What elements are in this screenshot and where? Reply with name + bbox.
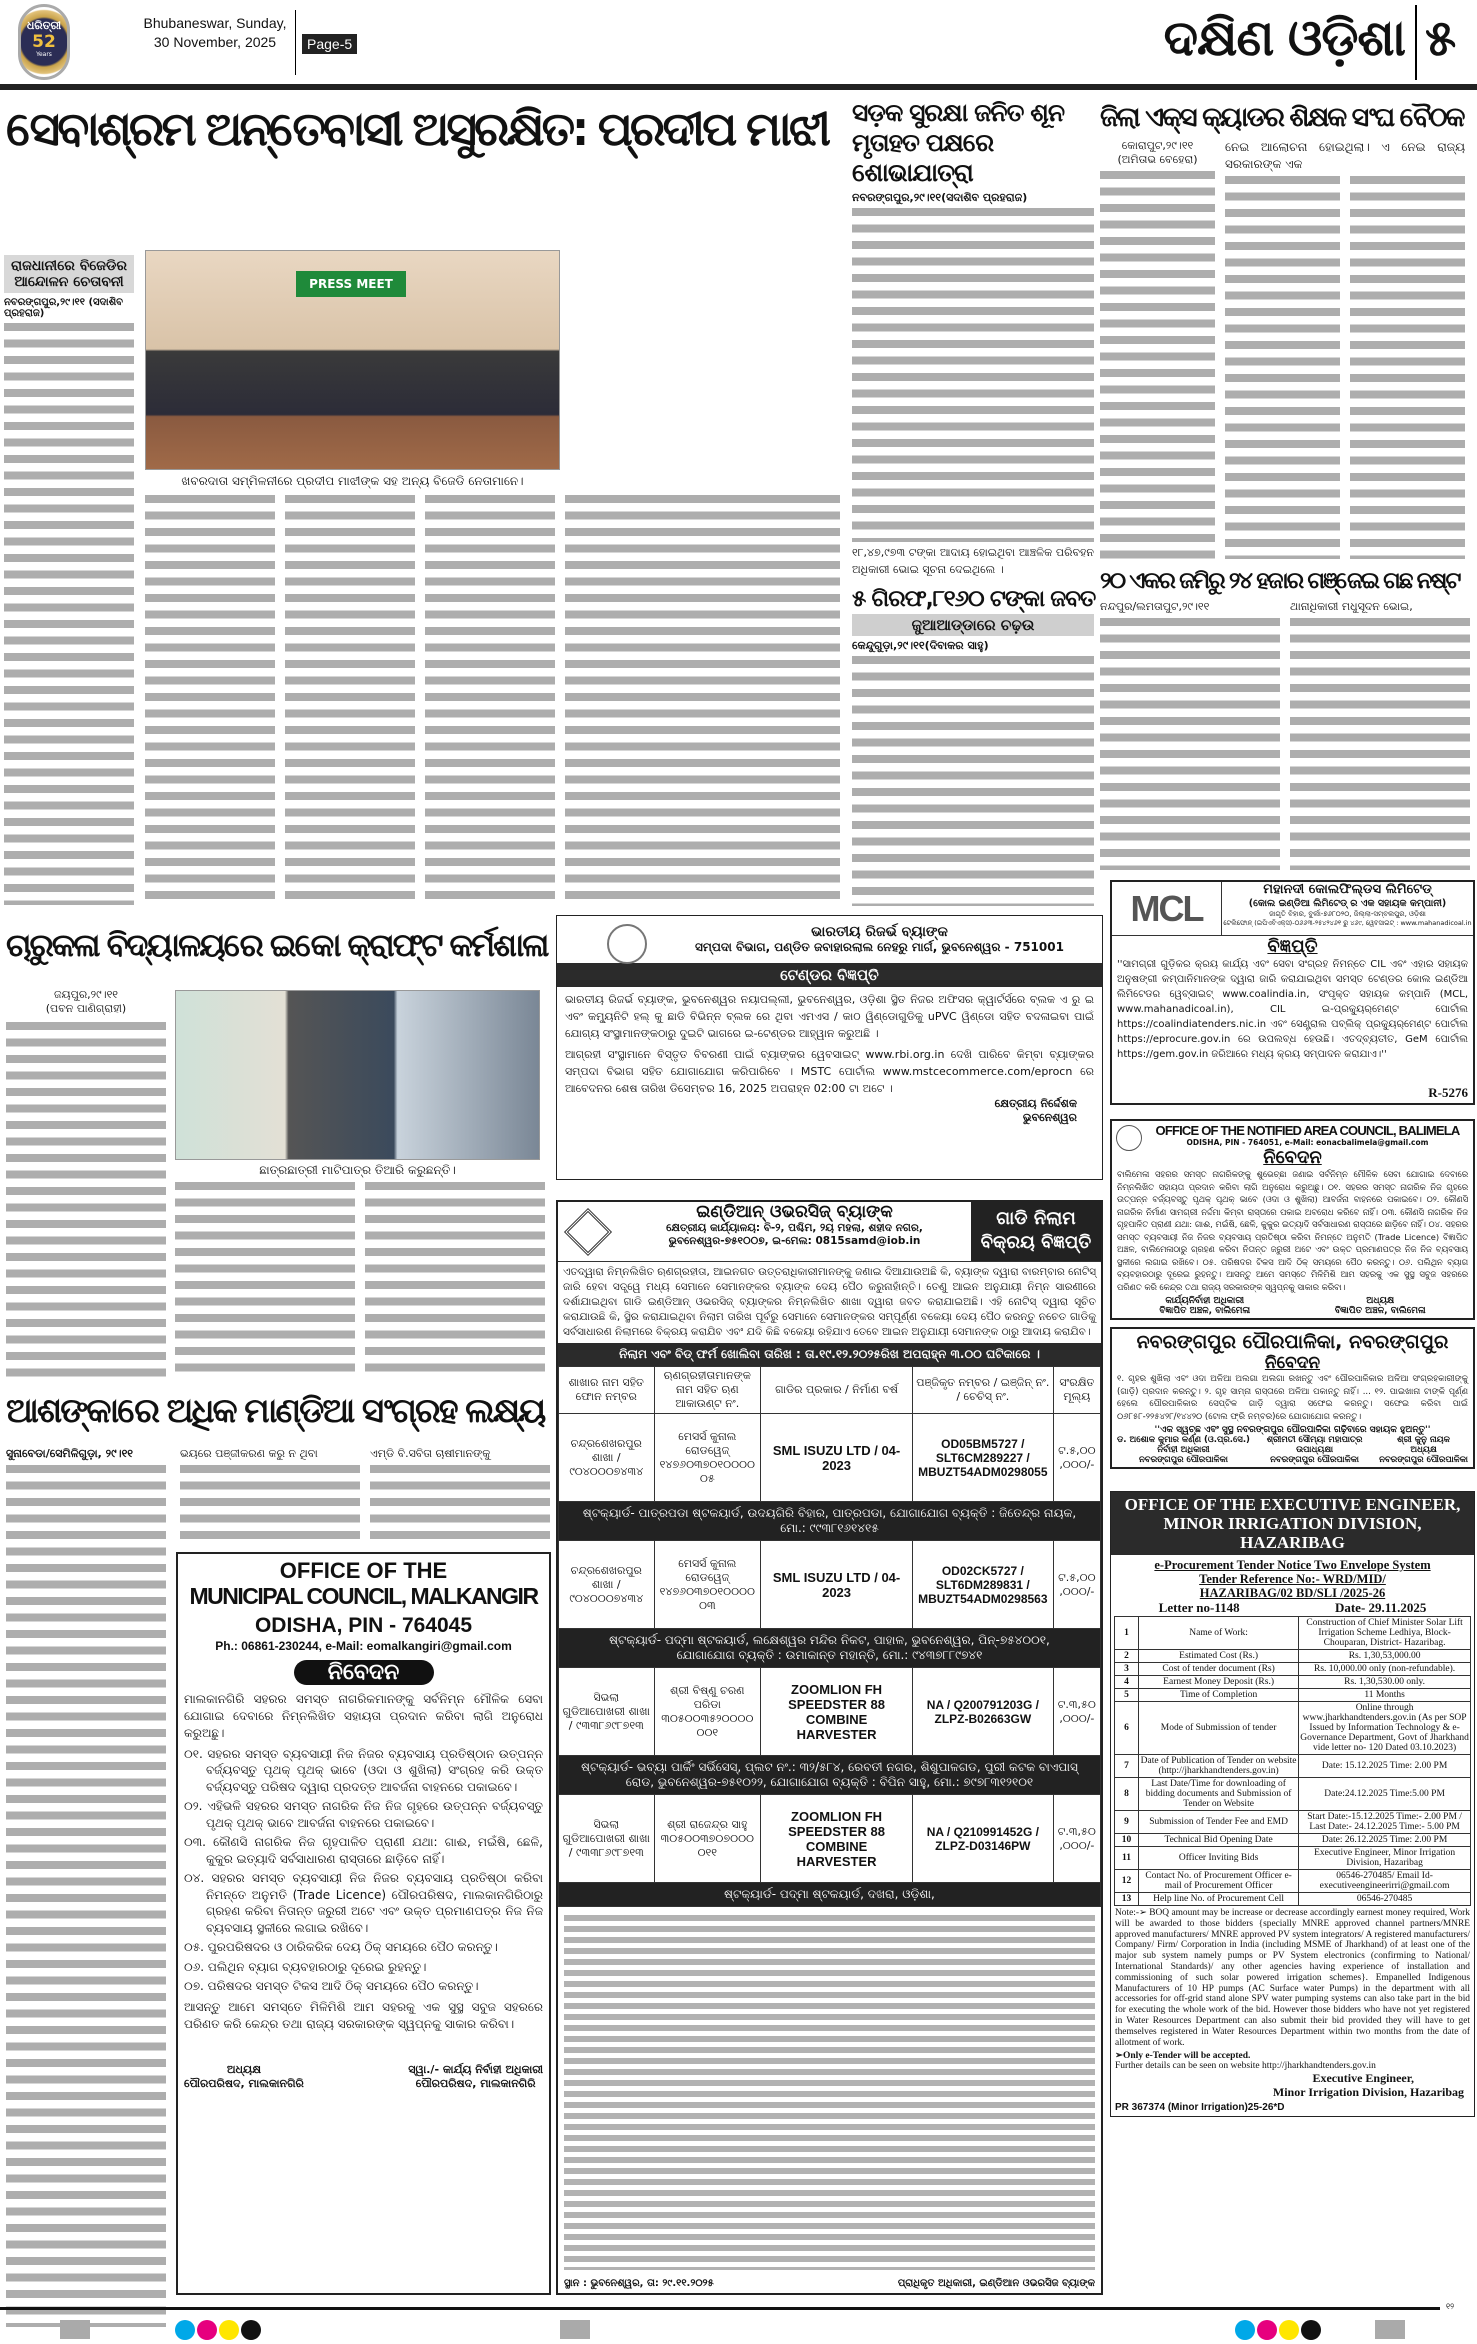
row-label: Mode of Submission of tender (1139, 1702, 1299, 1755)
registration-dot (241, 2320, 261, 2340)
lead-body-text (425, 495, 555, 906)
row-number: 11 (1115, 1847, 1139, 1870)
malkangiri-closing: ଆସନ୍ତୁ ଆମେ ସମସ୍ତେ ମିଳିମିଶି ଆମ ସହରକୁ ଏକ ସୁସ୍ଥ ସବୁଜ ସହରରେ ପରିଣତ କରି କେନ୍ଦ୍ର ତଥା ରାଜ୍ୟ ସରକାରଙ୍କ ସ୍ୱପ୍ନକୁ ସାକାର କରିବା। (184, 1999, 543, 2031)
mcl-ad: MCL ମହାନଦୀ କୋଲଫିଲ୍ଡସ ଲିମିଟେଡ୍ (କୋଲ ଇଣ୍ଡିଆ ଲିମିଟେଡ୍ ର ଏକ ସହାୟକ କମ୍ପାନୀ) ଜାଗୃତି ବିହାର, ବୁର୍ଲା-୭୬୮୦୨୦, ଜିଲ୍ଲା-ସମ୍ବଲପୁର, ଓଡ଼ିଶା ଟେଲିଫୋନ୍ (ଇପିଏବିଏକ୍ସ)-୦୬୬୩-୨୫୪୨୪୬୧ ରୁ ୪୬୯, ୱେବସାଇଟ୍ : www.mahanadicoal.in ବିଜ୍ଞପ୍ତି ''ସାମଗ୍ରୀ ଗୁଡ଼ିକର କ୍ରୟ କାର୍ଯ୍ୟ ଏବଂ ସେବା ସଂଗ୍ରହ ନିମନ୍ତେ CIL ଏବଂ ଏହାର ସହାୟକ ଅନୁଷଙ୍ଗୀ କମ୍ପାନିମାନଙ୍କ ଦ୍ୱାରା ଜାରି କରାଯାଇଥିବା ସମସ୍ତ ଟେଣ୍ଡର କୋଲ ଇଣ୍ଡିଆ ଲିମିଟେଡର ୱେବ୍‌ସାଇଟ୍ www.coalindia.in, ସଂପୃକ୍ତ ସହାୟକ କମ୍ପାନି (MCL, www.mahanadicoal.in), CIL ଇ-ପ୍ରକ୍ୟୁର୍‌ମେଣ୍ଟ ପୋର୍ଟାଲ https://coalindiatenders.nic.in ଏବଂ ସେଣ୍ଟ୍ରାଲ ପବ୍ଲିକ୍ ପ୍ରକ୍ୟୁର୍‌ମେଣ୍ଟ ପୋର୍ଟାଲ https://eprocure.gov.in ରେ ଉପଲବ୍ଧ ହେଉଛି। ଏତଦ୍‌ବ୍ୟତୀତ, GeM ପୋର୍ଟାଲ https://gem.gov.in ଜରିଆରେ ମଧ୍ୟ କ୍ରୟ ସମ୍ପାଦନ କରାଯାଏ।'' R-5276 (1110, 880, 1475, 1105)
registration-dot (175, 2320, 195, 2340)
road-safety-body-text (852, 208, 1094, 542)
newspaper-logo: ଧରିତ୍ରୀ 52 Years (18, 4, 70, 80)
registration-marks (175, 2320, 263, 2344)
eco-craft-dateline: ଜୟପୁର,୨୯।୧୧ (ପବନ ପାଣିଗ୍ରାହୀ) (45, 988, 127, 1015)
iob-address: କ୍ଷେତ୍ରୀୟ କାର୍ଯ୍ୟାଳୟ: ବି-୨, ପଶ୍ଚିମ, ୨ୟ ମହଲା, ଶହୀଦ ନଗର, (666, 1222, 923, 1234)
page-number: ୫ (1425, 9, 1456, 67)
row-label: Last Date/Time for downloading of bidding documents and Submission of Tender on Website (1139, 1778, 1299, 1811)
eco-craft-left (6, 988, 166, 1380)
road-safety-headline: ସଡ଼କ ସୁରକ୍ଷା ଜନିତ ଶୂନ ମୃତାହତ ପକ୍ଷରେ ଶୋଭାଯାତ୍ରା (852, 98, 1065, 187)
paddy-headline: ଆଶଙ୍କାରେ ଅଧିକ ମାଣ୍ଡିଆ ସଂଗ୍ରହ ଲକ୍ଷ୍ୟ (6, 1391, 545, 1431)
row-number: 13 (1115, 1893, 1139, 1906)
row-value: Date:24.12.2025 Time:5.00 PM (1299, 1778, 1471, 1811)
iob-logo-icon (558, 1202, 618, 1261)
ganja-body-text (1100, 618, 1280, 870)
table-row (559, 1414, 1101, 1502)
balimela-body: ବାଲିମେଳା ସହରର ସମସ୍ତ ନାଗରିକଙ୍କୁ ଶୁଭେଚ୍ଛା ଜଣାଇ ସର୍ବନିମ୍ନ ମୌଳିକ ସେବା ଯୋଗାଇ ଦେବାରେ ନିମ୍ନଲିଖିତ ସହାୟତା ପ୍ରଦାନ କରିବା ଲାଗି ଅନୁରୋଧ କରୁଅଛୁ। ୦୧. ସହରର ସମସ୍ତ ନାଗରିକ ନିଜ ଗୃହରେ ଉତ୍ପନ୍ନ ବର୍ଜ୍ୟବସ୍ତୁ ପୃଥକ୍ ପୃଥକ୍ ଭାବେ (ଓଦା ଓ ଶୁଖିଲା) ଆବର୍ଜନା ବାହନରେ ପକାଇବେ। ୦୨. କୌଣସି ନାଗରିକ ନିର୍ମାଣ ସାମଗ୍ରୀ ନର୍ଦ୍ଦମା କିମ୍ବା ରାସ୍ତାରେ ପକାଇ ଅବରୋଧ କରିବେ ନାହିଁ। ୦୩. କୌଣସି ନାଗରିକ ନିଜ ଗୃହପାଳିତ ପ୍ରାଣୀ ଯଥା: ଗାଈ, ମଇଁଷି, ଛେଳି, କୁକୁର ଇତ୍ୟାଦି ସର୍ବସାଧାରଣ ରାସ୍ତାରେ ଛାଡ଼ିବେ ନାହିଁ। ୦୪. ସହରର ସମସ୍ତ ବ୍ୟବସାୟୀ ନିଜ ନିଜର ବ୍ୟବସାୟ ପ୍ରତିଷ୍ଠା କରିବା ନିମନ୍ତେ ଅନୁମତି (Trade Licence) ବିଜ୍ଞାପିତ ଅଞ୍ଚଳ, ବାଲିମେଳାଠାରୁ ଗ୍ରହଣ କରିବା ନିତାନ୍ତ ଜରୁରୀ ଅଟେ ଏବଂ ଉକ୍ତ ପ୍ରମାଣପତ୍ର ନିଜ ନିଜ ବ୍ୟବସାୟ ସ୍ଥଳୀରେ ଲଗାଇ ରଖିବେ। ୦୫. ପରିଷଦର ଟିକସ ଆଦି ଠିକ୍ ସମୟରେ ପୈଠ କରନ୍ତୁ। ୦୬. ପଲିଥିନ ବ୍ୟାଗ ବ୍ୟବହାରଠାରୁ ଦୂରେଇ ରୁହନ୍ତୁ। ଆସନ୍ତୁ ଆମେ ସମସ୍ତେ ମିଳିମିଶି ଆମ ସହରକୁ ଏକ ସୁସ୍ଥ ସବୁଜ ସହରରେ ପରିଣତ କରି କେନ୍ଦ୍ର ତଥା ରାଜ୍ୟ ସରକାରଙ୍କ ସ୍ୱପ୍ନକୁ ସାକାର କରିବା। (1117, 1169, 1468, 1292)
row-value: 06546-270485/ Email Id- executiveengineerirri@gmail.com (1299, 1870, 1471, 1893)
lead-photo (145, 250, 560, 470)
row-label: Date of Publication of Tender on website (http://jharkhandtenders.gov.in) (1139, 1755, 1299, 1778)
list-item: ୦୬. ପଲିଥିନ ବ୍ୟାଗ ବ୍ୟବହାରଠାରୁ ଦୂରେଇ ରୁହନ୍ତୁ। (184, 1959, 427, 1974)
reserve-price-cell: ଟ.୫,୦୦,୦୦୦/- (1053, 1541, 1100, 1629)
iob-address: ଭୁବନେଶ୍ୱର-୭୫୧୦୦୭, ଇ-ମେଲ: 0815samd@iob.in (668, 1235, 921, 1247)
balimela-title: OFFICE OF THE NOTIFIED AREA COUNCIL, BALIMELA (1155, 1123, 1460, 1138)
lead-body-text (285, 495, 415, 906)
table-row (559, 1795, 1101, 1883)
stockyard-cell: ଷ୍ଟକ୍‌ୟାର୍ଡ- ପଦ୍ମା ଷ୍ଟକୟାର୍ଡ, ଲକ୍ଷେଶ୍ୱର ମନ୍ଦିର ନିକଟ, ପାହାଳ, ଭୁବନେଶ୍ୱର, ପିନ୍-୭୫୪୦୦୧, ଯୋଗାଯୋଗ ବ୍ୟକ୍ତି : ଉମାକାନ୍ତ ମହାନ୍ତି, ମୋ.: ୯୪୩୭୮୮୯୭୪୧ (559, 1629, 1101, 1668)
row-value: Construction of Chief Minister Solar Lift Irrigation Scheme Ledhiya, Block- Chouparan, District- Hazaribag. (1299, 1617, 1471, 1650)
iob-intro: ଏତଦ୍ୱାରା ନିମ୍ନଲିଖିତ ଋଣଗ୍ରହୀତା, ଆଇନଗତ ଉତ୍ତରାଧିକାରୀମାନଙ୍କୁ ଜଣାଇ ଦିଆଯାଉଅଛି କି, ବ୍ୟାଙ୍କ ଦ୍ୱାରା ବାରମ୍ବାର ନୋଟିସ୍ ଜାରି ହେବା ସତ୍ତ୍ୱେ ମଧ୍ୟ ସେମାନେ ସେମାନଙ୍କର ବ୍ୟାଙ୍କ ଦେୟ ପୈଠ କରୁନାହାଁନ୍ତି। ତେଣୁ ଆଇନ ଅନୁଯାୟୀ ନିମ୍ନ ସାରଣୀରେ ଦର୍ଶାଯାଇଥିବା ଗାଡି ଇଣ୍ଡିଆନ୍ ଓଭରସିଜ୍ ବ୍ୟାଙ୍କର ନିମ୍ନଲିଖିତ ଶାଖା ଦ୍ୱାରା ଜବତ କରାଯାଇଅଛି। ଏହି ନୋଟିସ୍ ଦ୍ୱାରା ସୂଚିତ କରାଯାଉଛି କି, ସ୍ଥିର କରାଯାଇଥିବା ନିଲାମ ତାରିଖ ପୂର୍ବରୁ ସେମାନେ ସେମାନଙ୍କର ସମ୍ପୂର୍ଣ୍ଣ ବକେୟା ଦେୟ ପୈଠ କରନ୍ତୁ ନଚେତ ଗାଡିକୁ ସର୍ବସାଧାରଣ ନିଲାମରେ ବିକ୍ରୟ କରାଯିବ ଏବଂ ଯଦି କିଛି ବକେୟା ରହିଯାଏ ତେବେ ଆଇନ ଅନୁଯାୟୀ ସେମାନଙ୍କ ଠାରୁ ଆଦାୟ କରାଯିବ। (563, 1266, 1096, 1338)
row-label: Name of Work: (1139, 1617, 1299, 1650)
stockyard-row (559, 1629, 1101, 1668)
row-number: 6 (1115, 1702, 1139, 1755)
eco-craft-headline: ଚାରୁକଳା ବିଦ୍ୟାଳୟରେ ଇକୋ କ୍ରାଫ୍ଟ କର୍ମଶାଳା (6, 926, 548, 964)
borrower-cell: ମେସର୍ସ କୁନାଲ ରୋଡୱେଜ୍ ୧୪୭୬୦୩୭୦୧୦୦୦୦୦୩ (654, 1541, 761, 1629)
list-item: ୦୭. ପରିଷଦର ସମସ୍ତ ଟିକସ ଆଦି ଠିକ୍ ସମୟରେ ପୈଠ କରନ୍ତୁ। (184, 1979, 479, 1994)
table-header-row (559, 1367, 1101, 1414)
list-item: ୦୨. ଏହିଭଳି ସହରର ସମସ୍ତ ନାଗରିକ ନିଜ ନିଜ ଗୃହରେ ଉତ୍ପନ୍ନ ବର୍ଜ୍ୟବସ୍ତୁ ପୃଥକ୍ ପୃଥକ୍ ଭାବେ ଆବର୍ଜନା ବାହନରେ ପକାଇବେ। (184, 1799, 543, 1830)
signatory: ଡ. ଅଶୋକ କୁମାର କର୍ଣ୍ଣ (ଓ.ପ୍ର.ସେ.) ନିର୍ବାହୀ ଅଧିକାରୀ ନବରଙ୍ଗପୁର ପୌରପାଳିକା (1117, 1435, 1250, 1465)
row-label: Estimated Cost (Rs.) (1139, 1650, 1299, 1663)
malkangiri-intro: ମାଲକାନଗିରି ସହରର ସମସ୍ତ ନାଗରିକମାନଙ୍କୁ ସର୍ବନିମ୍ନ ମୌଳିକ ସେବା ଯୋଗାଇ ଦେବାରେ ନିମ୍ନଲିଖିତ ସହାୟତା ପ୍ରଦାନ କରିବା ଲାଗି ଅନୁରୋଧ କରୁଅଛୁ। (184, 1691, 543, 1740)
registration-cell: NA / Q200791203G / ZLPZ-B02663GW (912, 1668, 1053, 1756)
ganja-headline: ୨୦ ଏକର ଜମିରୁ ୨୪ ହଜାର ଗଞ୍ଜେଇ ଗଛ ନଷ୍ଟ (1100, 568, 1460, 595)
row-value: Rs. 10,000.00 only (non-refundable). (1299, 1663, 1471, 1676)
rbi-body-1: ଭାରତୀୟ ରିଜର୍ଭ ବ୍ୟାଙ୍କ, ଭୁବନେଶ୍ୱର ନୟାପଲ୍ଲୀ, ଭୁବନେଶ୍ୱର, ଓଡ଼ିଶା ସ୍ଥିତ ନିଜର ଅଫିସର କ୍ୱାର୍ଟର୍ସରେ ବ୍ଲକ ଏ ରୁ ଇ ଏବଂ କମ୍ୟୁନିଟି ହଲ୍ କୁ ଛାଡି ବିଭିନ୍ନ ବ୍ଲକ ରେ ଥିବା ଏମଏସ / କାଠ ୱିଣ୍ଡୋଗୁଡିକୁ uPVC ୱିଣ୍ଡୋ ସହିତ ବଦଳାଇବା ପାଇଁ ଯୋଗ୍ୟ ସଂସ୍ଥାମାନଙ୍କଠାରୁ ଦୁଇଟି ଭାଗରେ ଇ-ଟେଣ୍ଡର ଆହ୍ୱାନ କରୁଅଛି । (565, 993, 1094, 1040)
arrest-body-text (852, 656, 1094, 906)
ganja-body-text (1290, 618, 1470, 870)
row-number: 12 (1115, 1870, 1139, 1893)
ganja-dateline: ନନ୍ଦପୁର/ଲମତାପୁଟ,୨୯।୧୧ (1100, 600, 1210, 613)
row-number: 9 (1115, 1811, 1139, 1834)
row-value: Online through www.jharkhandtenders.gov.in (As per SOP Issued by Information Technology & e- Governance Department, Govt of Jharkhand vide letter no- 120 Dated 03.10.2023) (1300, 1703, 1469, 1753)
teachers-intro: ନେଇ ଆଲୋଚନା ହୋଇଥିଲା। ଏ ନେଇ ରାଜ୍ୟ ସରକାରଙ୍କ ଏକ (1225, 140, 1465, 171)
lead-body-text (145, 495, 275, 906)
table-row (1115, 1663, 1471, 1676)
road-safety-column (852, 98, 1094, 906)
borrower-cell: ଶ୍ରୀ ରାଜେନ୍ଦ୍ର ସାହୁ ୩୦୫୦୦୩୭୦୭୦୦୦୦୧୧ (654, 1795, 761, 1883)
reserve-price-cell: ଟ.୫,୦୦,୦୦୦/- (1053, 1414, 1100, 1502)
teachers-body-text (1350, 176, 1465, 559)
hazaribag-pr: PR 367374 (Minor Irrigation)25-26*D (1115, 2102, 1285, 2114)
iob-terms-text (564, 1915, 1095, 2270)
paddy-col-2 (180, 1447, 360, 1545)
registration-dot (197, 2320, 217, 2340)
table-row (1115, 1778, 1471, 1811)
registration-dot (1257, 2320, 1277, 2340)
eco-craft-body-text (6, 1022, 166, 1380)
row-label: Officer Inviting Bids (1139, 1847, 1299, 1870)
row-number: 10 (1115, 1834, 1139, 1847)
teachers-body-text (1225, 176, 1340, 559)
stockyard-row (559, 1756, 1101, 1795)
table-row (559, 1541, 1101, 1629)
teachers-headline: ଜିଲା ଏକ୍ସ କ୍ୟାଡର ଶିକ୍ଷକ ସଂଘ ବୈଠକ (1100, 102, 1464, 133)
row-number: 2 (1115, 1650, 1139, 1663)
masthead (0, 0, 1477, 90)
branch-cell: ସିଭଲା ଗୁଡିଆପୋଖରୀ ଶାଖା / ୯୩୩୮୬୯୮୭୧୩ (559, 1795, 655, 1883)
table-row (1115, 1847, 1471, 1870)
dateline: Bhubaneswar, Sunday, 30 November, 2025 (143, 15, 287, 50)
rbi-ad (556, 915, 1103, 1180)
masthead-rule (0, 84, 1477, 90)
paddy-col-1 (6, 1447, 166, 2327)
table-row (559, 1668, 1101, 1756)
table-row (1115, 1689, 1471, 1702)
rbi-org: ଭାରତୀୟ ରିଜର୍ଭ ବ୍ୟାଙ୍କ (811, 924, 948, 940)
row-value: Rs. 1,30,53,000.00 (1299, 1650, 1471, 1663)
footer-rule (0, 2307, 1440, 2310)
table-row (1115, 1617, 1471, 1650)
rbi-address: ସମ୍ପଦା ବିଭାଗ, ପଣ୍ଡିତ ଜବାହାରଲାଲ ନେହରୁ ମାର୍ଗ, ଭୁବନେଶ୍ୱର - 751001 (695, 940, 1064, 954)
malkangiri-ad (176, 1552, 551, 2295)
list-item: ୦୫. ପୁରପରିଷଦର ଓ ଠାରିକରିକ ଦେୟ ଠିକ୍ ସମୟରେ ପୈଠ କରନ୍ତୁ। (184, 1940, 498, 1955)
row-value: Rs. 1,30,530.00 only. (1299, 1676, 1471, 1689)
divider (295, 10, 296, 75)
hazaribag-note: Note:-➢ BOQ amount may be increase or decrease accordingly earnest money required, Work will be awarded to those bidders {specially MNRE approved channel partners/MNRE approved manufacturers/ MNRE approved PV system integrators/ A registered manufacturers/ Company/ Firm/ Corporation in India (including MSME of Jharkhand) of at least one of the major sub system namely pumps or PV System electronics (confirming to National/ International Standards)/ any other agencies having experience of installation and commissioning of such solar powered irrigation schemes}. Empanelled Indigenous Manufacturers of 10 HP pumps (AC Surface water Pumps) in the department with all accessories for off-grid stand alone SPV water pumping systems can also take part in the bid for executing the whole work of the bid. However those bidders who have not yet registered in Water Resources Department can also submit their bid provided they will have to get themselves registered in Water Resources Department within two months from the date of allotment of work. (1115, 1908, 1470, 2048)
road-safety-dateline: ନବରଙ୍ଗପୁର,୨୯।୧୧(ସଦାଶିବ ପ୍ରହରାଜ) (852, 191, 1028, 204)
ganja-intro: ଥାନାଧିକାରୀ ମଧୁସୂଦନ ଭୋଇ, (1290, 600, 1413, 613)
eco-craft-photo (175, 990, 540, 1160)
footer-gray-block (60, 2320, 90, 2339)
lead-body-text (4, 323, 134, 905)
table-row (1115, 1870, 1471, 1893)
vehicle-cell: ZOOMLION FH SPEEDSTER 88 COMBINE HARVESTER (761, 1795, 913, 1883)
row-number: 5 (1115, 1689, 1139, 1702)
paddy-col2-intro: ଭୟରେ ପଞ୍ଜୀକରଣ କରୁ ନ ଥିବା (180, 1447, 318, 1460)
row-number: 7 (1115, 1755, 1139, 1778)
column-header: ଗାଡିର ପ୍ରକାର / ନିର୍ମାଣ ବର୍ଷ (761, 1367, 913, 1414)
registration-dot (1279, 2320, 1299, 2340)
table-row (1115, 1676, 1471, 1689)
road-safety-closing: ୧୮,୪୭,୯୭୩ ଟଙ୍କା ଆଦାୟ ହୋଇଥିବା ଆଞ୍ଚଳିକ ପରିବହନ ଅଧିକାରୀ ଭୋଇ ସୂଚନା ଦେଇଥିଲେ । (852, 546, 1094, 576)
rbi-body-2: ଆଗ୍ରହୀ ସଂସ୍ଥାମାନେ ବିସ୍ତୃତ ବିବରଣୀ ପାଇଁ ବ୍ୟାଙ୍କର ୱେବସାଇଟ୍ www.rbi.org.in ଦେଖି ପାରିବେ କିମ୍ବା ବ୍ୟାଙ୍କର ସମ୍ପଦା ବିଭାଗ ସହିତ ଯୋଗାଯୋଗ କରିପାରିବେ । MSTC ପୋର୍ଟାଲ www.mstcecommerce.com/eprocn ରେ ଆବେଦନର ଶେଷ ତାରିଖ ଡିସେମ୍ବର 16, 2025 ଅପରାହ୍ନ 02:00 ଟା ଅଟେ । (565, 1048, 1094, 1095)
hazaribag-tender-table (1114, 1616, 1471, 1906)
row-number: 3 (1115, 1663, 1139, 1676)
registration-dot (1235, 2320, 1255, 2340)
row-number: 1 (1115, 1617, 1139, 1650)
reserve-price-cell: ଟ.୩,୫୦,୦୦୦/- (1053, 1795, 1100, 1883)
lead-dateline: ନବରଙ୍ଗପୁର,୨୯।୧୧ (ସଦାଶିବ ପ୍ରହରାଜ) (4, 297, 123, 319)
arrest-kicker: ଜୁଆଆଡ୍ଡାରେ ଚଢ଼ଉ (852, 614, 1094, 636)
eco-craft-photo-caption: ଛାତ୍ରଛାତ୍ରୀ ମାଟିପାତ୍ର ତିଆରି କରୁଛନ୍ତି। (259, 1163, 456, 1177)
hazaribag-title: OFFICE OF THE EXECUTIVE ENGINEER, MINOR IRRIGATION DIVISION, HAZARIBAG (1111, 1492, 1474, 1555)
mcl-logo: MCL (1112, 882, 1222, 935)
borrower-cell: ମେସର୍ସ କୁନାଲ ରୋଡୱେଜ୍ ୧୪୭୬୦୩୭୦୧୦୦୦୦୦୫ (654, 1414, 761, 1502)
right-ad-column (1110, 880, 1475, 2117)
arrest-dateline: କେନ୍ଦୁଗୁଡ଼ା,୨୯।୧୧(ଦିବାକର ସାହୁ) (852, 639, 989, 652)
signatory: ଶ୍ରୀମତୀ ସୌମ୍ୟା ମହାପାତ୍ର ଉପାଧ୍ୟକ୍ଷା ନବରଙ୍ଗପୁର ପୌରପାଳିକା (1266, 1435, 1363, 1465)
rbi-title: ଟେଣ୍ଡର ବିଜ୍ଞପ୍ତି (557, 963, 1102, 987)
row-label: Contact No. of Procurement Officer e-mail of Procurement Officer (1139, 1870, 1299, 1893)
teachers-body-text (1100, 171, 1215, 559)
row-value: 11 Months (1299, 1689, 1471, 1702)
balimela-ad: OFFICE OF THE NOTIFIED AREA COUNCIL, BALIMELA ODISHA, PIN - 764051, e-Mail: eonacbalimela@gmail.com ନିବେଦନ ବାଲିମେଳା ସହରର ସମସ୍ତ ନାଗରିକଙ୍କୁ ଶୁଭେଚ୍ଛା ଜଣାଇ ସର୍ବନିମ୍ନ ମୌଳିକ ସେବା ଯୋଗାଇ ଦେବାରେ ନିମ୍ନଲିଖିତ ସହାୟତା ପ୍ରଦାନ କରିବା ଲାଗି ଅନୁରୋଧ କରୁଅଛୁ। ୦୧. ସହରର ସମସ୍ତ ନାଗରିକ ନିଜ ଗୃହରେ ଉତ୍ପନ୍ନ ବର୍ଜ୍ୟବସ୍ତୁ ପୃଥକ୍ ପୃଥକ୍ ଭାବେ (ଓଦା ଓ ଶୁଖିଲା) ଆବର୍ଜନା ବାହନରେ ପକାଇବେ। ୦୨. କୌଣସି ନାଗରିକ ନିର୍ମାଣ ସାମଗ୍ରୀ ନର୍ଦ୍ଦମା କିମ୍ବା ରାସ୍ତାରେ ପକାଇ ଅବରୋଧ କରିବେ ନାହିଁ। ୦୩. କୌଣସି ନାଗରିକ ନିଜ ଗୃହପାଳିତ ପ୍ରାଣୀ ଯଥା: ଗାଈ, ମଇଁଷି, ଛେଳି, କୁକୁର ଇତ୍ୟାଦି ସର୍ବସାଧାରଣ ରାସ୍ତାରେ ଛାଡ଼ିବେ ନାହିଁ। ୦୪. ସହରର ସମସ୍ତ ବ୍ୟବସାୟୀ ନିଜ ନିଜର ବ୍ୟବସାୟ ପ୍ରତିଷ୍ଠା କରିବା ନିମନ୍ତେ ଅନୁମତି (Trade Licence) ବିଜ୍ଞାପିତ ଅଞ୍ଚଳ, ବାଲିମେଳାଠାରୁ ଗ୍ରହଣ କରିବା ନିତାନ୍ତ ଜରୁରୀ ଅଟେ ଏବଂ ଉକ୍ତ ପ୍ରମାଣପତ୍ର ନିଜ ନିଜ ବ୍ୟବସାୟ ସ୍ଥଳୀରେ ଲଗାଇ ରଖିବେ। ୦୫. ପରିଷଦର ଟିକସ ଆଦି ଠିକ୍ ସମୟରେ ପୈଠ କରନ୍ତୁ। ୦୬. ପଲିଥିନ ବ୍ୟାଗ ବ୍ୟବହାରଠାରୁ ଦୂରେଇ ରୁହନ୍ତୁ। ଆସନ୍ତୁ ଆମେ ସମସ୍ତେ ମିଳିମିଶି ଆମ ସହରକୁ ଏକ ସୁସ୍ଥ ସବୁଜ ସହରରେ ପରିଣତ କରି କେନ୍ଦ୍ର ତଥା ରାଜ୍ୟ ସରକାରଙ୍କ ସ୍ୱପ୍ନକୁ ସାକାର କରିବା। କାର୍ଯ୍ୟନିର୍ବାହୀ ଅଧିକାରୀ ବିଜ୍ଞାପିତ ଅଞ୍ଚଳ, ବାଲିମେଳା ଅଧ୍ୟକ୍ଷ ବିଜ୍ଞାପିତ ଅଞ୍ଚଳ, ବାଲିମେଳା (1110, 1119, 1475, 1320)
row-label: Time of Completion (1139, 1689, 1299, 1702)
reserve-price-cell: ଟ.୩,୫୦,୦୦୦/- (1053, 1668, 1100, 1756)
eco-craft-lower (175, 1163, 545, 1380)
row-value: Start Date:-15.12.2025 Time:- 2.00 PM / Last Date:- 24.12.2025 Time:- 5.00 PM (1299, 1811, 1471, 1834)
arrest-headline: ୫ ଗିରଫ,୮୧୬୦ ଟଙ୍କା ଜବତ (852, 586, 1096, 612)
malkangiri-heading: ନିବେଦନ (294, 1660, 434, 1685)
row-label: Cost of tender document (Rs) (1139, 1663, 1299, 1676)
row-value: Date: 26.12.2025 Time: 2.00 PM (1299, 1834, 1471, 1847)
row-label: Submission of Tender Fee and EMD (1139, 1811, 1299, 1834)
balimela-heading: ନିବେଦନ (1263, 1147, 1322, 1168)
registration-marks (1235, 2320, 1323, 2344)
stockyard-row (559, 1883, 1101, 1907)
stockyard-cell: ଷ୍ଟକ୍‌ୟାର୍ଡ- ଭବ୍ୟା ପାର୍କିଂ ସର୍ଭିସେସ୍, ପ୍ଲଟ ନଂ.: ୩୨/୫୮୪, ରେବତୀ ନଗର, ଶିଶୁପାଳଗଡ, ପୁରୀ କଟକ ବାଏପାସ୍ ରୋଡ, ଭୁବନେଶ୍ୱର-୭୫୧୦୨୨, ଯୋଗାଯୋଗ ବ୍ୟକ୍ତି : ବିପିନ ସାହୁ, ମୋ.: ୭୯୭୮୩୧୨୧୦୧ (559, 1756, 1101, 1795)
page-label: Page-5 (302, 34, 357, 54)
list-item: ୦୧. ସହରର ସମସ୍ତ ବ୍ୟବସାୟୀ ନିଜ ନିଜର ବ୍ୟବସାୟ ପ୍ରତିଷ୍ଠାନ ଉତ୍ପନ୍ନ ବର୍ଜ୍ୟବସ୍ତୁ ପୃଥକ୍ ପୃଥକ୍ ଭାବେ (ଓଦା ଓ ଶୁଖିଲା) ସଂଗ୍ରହ କରି ଉକ୍ତ ବର୍ଜ୍ୟବସ୍ତୁ ପରିଷଦ ଦ୍ୱାରା ପ୍ରଦତ୍ତ ଆବର୍ଜନା ବାହନରେ ପକାଇବେ। (184, 1746, 543, 1794)
table-row (1115, 1811, 1471, 1834)
iob-org: ଇଣ୍ଡିଆନ୍ ଓଭରସିଜ୍ ବ୍ୟାଙ୍କ (696, 1202, 893, 1222)
mcl-body: ''ସାମଗ୍ରୀ ଗୁଡ଼ିକର କ୍ରୟ କାର୍ଯ୍ୟ ଏବଂ ସେବା ସଂଗ୍ରହ ନିମନ୍ତେ CIL ଏବଂ ଏହାର ସହାୟକ ଅନୁଷଙ୍ଗୀ କମ୍ପାନିମାନଙ୍କ ଦ୍ୱାରା ଜାରି କରାଯାଇଥିବା ସମସ୍ତ ଟେଣ୍ଡର କୋଲ ଇଣ୍ଡିଆ ଲିମିଟେଡର ୱେବ୍‌ସାଇଟ୍ www.coalindia.in, ସଂପୃକ୍ତ ସହାୟକ କମ୍ପାନି (MCL, www.mahanadicoal.in), CIL ଇ-ପ୍ରକ୍ୟୁର୍‌ମେଣ୍ଟ ପୋର୍ଟାଲ https://coalindiatenders.nic.in ଏବଂ ସେଣ୍ଟ୍ରାଲ ପବ୍ଲିକ୍ ପ୍ରକ୍ୟୁର୍‌ମେଣ୍ଟ ପୋର୍ଟାଲ https://eprocure.gov.in ରେ ଉପଲବ୍ଧ ହେଉଛି। ଏତଦ୍‌ବ୍ୟତୀତ, GeM ପୋର୍ଟାଲ https://gem.gov.in ଜରିଆରେ ମଧ୍ୟ କ୍ରୟ ସମ୍ପାଦନ କରାଯାଏ।'' (1117, 959, 1468, 1060)
paddy-body-text (180, 1465, 360, 1545)
row-value: Executive Engineer, Minor Irrigation Division, Hazaribag (1299, 1847, 1471, 1870)
rbi-signature: କ୍ଷେତ୍ରୀୟ ନିର୍ଦ୍ଦେଶକ ଭୁବନେଶ୍ୱର (994, 1097, 1077, 1124)
lead-lower (145, 474, 840, 906)
vehicle-cell: SML ISUZU LTD / 04-2023 (761, 1414, 913, 1502)
malkangiri-title: OFFICE OF THE MUNICIPAL COUNCIL, MALKANGIR ODISHA, PIN - 764045 Ph.: 06861-230244, e-Mail: eomalkangiri@gmail.com (189, 1558, 538, 1653)
table-row (1115, 1702, 1471, 1755)
lead-photo-caption: ଖବରଦାତା ସମ୍ମିଳନୀରେ ପ୍ରଦୀପ ମାଝୀଙ୍କ ସହ ଅନ୍ୟ ବିଜେଡି ନେତାମାନେ। (181, 474, 524, 488)
paddy-dateline: ସୁନାବେଡା/ସେମିଳିଗୁଡ଼ା, ୨୯।୧୧ (6, 1447, 134, 1460)
column-header: ଶାଖାର ନାମ ସହିତ ଫୋନ ନମ୍ବର (559, 1367, 655, 1414)
nabarangpur-title: ନବରଙ୍ଗପୁର ପୌରପାଳିକା, ନବରଙ୍ଗପୁର (1136, 1331, 1449, 1353)
column-header: ଋଣଗ୍ରହୀତାମାନଙ୍କ ନାମ ସହିତ ଋଣ ଆକାଉଣ୍ଟ ନଂ. (654, 1367, 761, 1414)
stockyard-cell: ଷ୍ଟକ୍‌ୟାର୍ଡ- ପାତ୍ରପଡା ଷ୍ଟକୟାର୍ଡ, ଉଦୟଗିରି ବିହାର, ପାତ୍ରପଡା, ଯୋଗାଯୋଗ ବ୍ୟକ୍ତି : ଜିତେନ୍ଦ୍ର ନାୟକ, ମୋ.: ୯୯୩୮୧୬୧୪୧୫ (559, 1502, 1101, 1541)
paddy-body-text (6, 1465, 166, 2327)
vehicle-cell: ZOOMLION FH SPEEDSTER 88 COMBINE HARVESTER (761, 1668, 913, 1756)
hazaribag-ad: OFFICE OF THE EXECUTIVE ENGINEER, MINOR IRRIGATION DIVISION, HAZARIBAG e-Procurement Tender Notice Two Envelope System Tender Reference No:- WRD/MID/ HAZARIBAG/02 BD/SLI /2025-26 Letter no-1148 Date- 29.11.2025 1 Name of Work: Construction of Chief Minister Solar Lift Irrigation Scheme Ledhiya, Block- Chouparan, District- Hazaribag. 2 Estimated Cost (Rs.) Rs. 1,30,53,000.00 3 Cost of tender document (Rs) Rs. 10,000.00 only (non-refundable). 4 Earnest Money Deposit (Rs.) Rs. 1,30,530.00 only. 5 Time of Completion 11 Months 6 Mode of Submission of tender Online through www.jharkhandtenders.gov.in (As per SOP Issued by Information Technology & e- Governance Department, Govt of Jharkhand vide letter no- 120 Dated 03.10.2023) 7 Date of Publication of Tender on website (http://jharkhandtenders.gov.in) Date: 15.12.2025 Time: 2.00 PM 8 Last Date/Time for downloading of bidding documents and Submission of Tender on Website Date:24.12.2025 Time:5.00 PM 9 Submission of Tender Fee and EMD Start Date:-15.12.2025 Time:- 2.00 PM / Last Date:- 24.12.2025 Time:- 5.00 PM 10 Technical Bid Opening Date Date: 26.12.2025 Time: 2.00 PM 11 Officer Inviting Bids Executive Engineer, Minor Irrigation Division, Hazaribag 12 Contact No. of Procurement Officer e-mail of Procurement Officer 06546-270485/ Email Id- executiveengineerirri@gmail.com 13 Help line No. of Procurement Cell 06546-270485 Note:-➢ BOQ amount may be increase or decrease accordingly earnest money required, Work will be awarded to those bidders {specially MNRE approved channel partners/MNRE approved manufacturers/ MNRE approved PV system integrators/ A registered manufacturers/ Company/ Firm/ Corporation in India (including MSME of Jharkhand) of at least one of the major sub system namely pumps or PV System electronics (confirming to National/ International Standards)/ any other agencies having experience of installation and commissioning of such solar powered irrigation schemes}. Empanelled Indigenous Manufacturers of 10 HP pumps (AC Surface water Pumps) in the department with all accessories for off-grid stand alone SPV water pumping systems can also take part in the bid for executing the whole work of the bid. However those bidders who have not yet registered in Water Resources Department can also submit their bid provided they will have to get themselves registered in Water Resources Department within two months from the date of allotment of work. ➢Only e-Tender will be accepted. Further details can be seen on website http://jharkhandtenders.gov.in Executive Engineer, Minor Irrigation Division, Hazaribag PR 367374 (Minor Irrigation)25-26*D (1110, 1491, 1475, 2117)
vehicle-cell: SML ISUZU LTD / 04-2023 (761, 1541, 913, 1629)
stockyard-row (559, 1502, 1101, 1541)
balimela-emblem-icon (1116, 1125, 1142, 1151)
lead-sidebar (4, 255, 134, 905)
list-item: ୦୩. କୌଣସି ନାଗରିକ ନିଜ ଗୃହପାଳିତ ପ୍ରାଣୀ ଯଥା: ଗାଈ, ମଇଁଷି, ଛେଳି, କୁକୁର ଇତ୍ୟାଦି ସର୍ବସାଧାରଣ ରାସ୍ତାରେ ଛାଡ଼ିବେ ନାହିଁ। (184, 1835, 543, 1866)
branch-cell: ସିଭଲା ଗୁଡିଆପୋଖରୀ ଶାଖା / ୯୩୩୮୬୯୮୭୧୩ (559, 1668, 655, 1756)
lead-sidebar-head: ରାଜଧାନୀରେ ବିଜେଡିର ଆନ୍ଦୋଳନ ଚେତାବନୀ (4, 255, 134, 293)
table-row (1115, 1755, 1471, 1778)
row-label: Technical Bid Opening Date (1139, 1834, 1299, 1847)
mcl-ref: R-5276 (1428, 1085, 1468, 1100)
iob-auction-date: ନିଲାମ ଏବଂ ବିଡ୍ ଫର୍ମ ଖୋଲିବା ତାରିଖ : ତା.୧୯.୧୨.୨୦୨୫ରିଖ ଅପରାହ୍ନ ୩.୦୦ ଘଟିକାରେ । (558, 1343, 1101, 1366)
registration-cell: NA / Q210991452G / ZLPZ-D03146PW (912, 1795, 1053, 1883)
list-item: ୦୪. ସହରର ସମସ୍ତ ବ୍ୟବସାୟୀ ନିଜ ନିଜର ବ୍ୟବସାୟ ପ୍ରତିଷ୍ଠା କରିବା ନିମନ୍ତେ ଅନୁମତି (Trade Licence) ପୌରପରିଷଦ, ମାଲକାନଗିରିଠାରୁ ଗ୍ରହଣ କରିବା ନିତାନ୍ତ ଜରୁରୀ ଅଟେ ଏବଂ ଉକ୍ତ ପ୍ରମାଣପତ୍ର ନିଜ ନିଜ ବ୍ୟବସାୟ ସ୍ଥଳୀରେ ଲଗାଇ ରଖିବେ। (184, 1871, 543, 1935)
paddy-col3-intro: ଏମ୍‌ଡି ବି.ସବିତା ଚାଷୀମାନଙ୍କୁ (370, 1447, 491, 1460)
row-number: 8 (1115, 1778, 1139, 1811)
registration-dot (1301, 2320, 1321, 2340)
footer-gray-block (560, 2320, 590, 2339)
nabarangpur-ad: ନବରଙ୍ଗପୁର ପୌରପାଳିକା, ନବରଙ୍ଗପୁର ନିବେଦନ ୧. ଗୃହର ଶୁଖିଲା ଏବଂ ଓଦା ଅଳିଆ ଅଲଗା ଅଲଗା ରଖନ୍ତୁ ଏବଂ ପୌରପାଳିକାର ଅଳିଆ ସଂଗ୍ରହକାରୀଙ୍କୁ (ଗାଡ଼ି) ପ୍ରଦାନ କରନ୍ତୁ। ୨. ଗୃହ ସାମ୍ନା ରାସ୍ତାରେ ଅଳିଆ ପକାନ୍ତୁ ନାହିଁ। ... ୧୨. ପାଇଖାନା ଟାଙ୍କି ପୂର୍ଣ୍ଣ ହେଲେ ପୌରପାଳିକାର ସେପ୍‌ଟିକ ଗାଡ଼ି ଦ୍ୱାରା ସଫେଇ କରନ୍ତୁ। ସଫେଇ କରିବା ପାଇଁ ୦୬୮୫୮-୨୨୫୪୨୮/୧୪୪୨୦ (ଟୋଲ ଫ୍ରି ନମ୍ବର)ରେ ଯୋଗାଯୋଗ କରନ୍ତୁ। ''ଏକ ସ୍ୱଚ୍ଛ ଏବଂ ସୁସ୍ଥ ନବରଙ୍ଗପୁର ପୌରପାଳିକା ଗଢ଼ିବାରେ ସହାୟକ ହୁଅନ୍ତୁ'' ଡ. ଅଶୋକ କୁମାର କର୍ଣ୍ଣ (ଓ.ପ୍ର.ସେ.) ନିର୍ବାହୀ ଅଧିକାରୀ ନବରଙ୍ଗପୁର ପୌରପାଳିକା ଶ୍ରୀମତୀ ସୌମ୍ୟା ମହାପାତ୍ର ଉପାଧ୍ୟକ୍ଷା ନବରଙ୍ଗପୁର ପୌରପାଳିକା ଶ୍ରୀ କୁନୁ ନାୟକ ଅଧ୍ୟକ୍ଷ ନବରଙ୍ଗପୁର ପୌରପାଳିକା (1110, 1327, 1475, 1469)
iob-ad (556, 1200, 1103, 2295)
lead-body-text (565, 495, 840, 906)
registration-cell: OD02CK5727 / SLT6DM289831 / MBUZT54ADM0298563 (912, 1541, 1053, 1629)
row-value: Date: 15.12.2025 Time: 2.00 PM (1299, 1755, 1471, 1778)
rbi-seal-icon (607, 924, 647, 964)
registration-dot (219, 2320, 239, 2340)
signatory: ଶ୍ରୀ କୁନୁ ନାୟକ ଅଧ୍ୟକ୍ଷ ନବରଙ୍ଗପୁର ପୌରପାଳିକା (1379, 1435, 1468, 1465)
row-label: Earnest Money Deposit (Rs.) (1139, 1676, 1299, 1689)
iob-vehicle-table (558, 1366, 1101, 1907)
table-row (1115, 1650, 1471, 1663)
nabarangpur-body: ୧. ଗୃହର ଶୁଖିଲା ଏବଂ ଓଦା ଅଳିଆ ଅଲଗା ଅଲଗା ରଖନ୍ତୁ ଏବଂ ପୌରପାଳିକାର ଅଳିଆ ସଂଗ୍ରହକାରୀଙ୍କୁ (ଗାଡ଼ି) ପ୍ରଦାନ କରନ୍ତୁ। ୨. ଗୃହ ସାମ୍ନା ରାସ୍ତାରେ ଅଳିଆ ପକାନ୍ତୁ ନାହିଁ। ... ୧୨. ପାଇଖାନା ଟାଙ୍କି ପୂର୍ଣ୍ଣ ହେଲେ ପୌରପାଳିକାର ସେପ୍‌ଟିକ ଗାଡ଼ି ଦ୍ୱାରା ସଫେଇ କରନ୍ତୁ। ସଫେଇ କରିବା ପାଇଁ ୦୬୮୫୮-୨୨୫୪୨୮/୧୪୪୨୦ (ଟୋଲ ଫ୍ରି ନମ୍ବର)ରେ ଯୋଗାଯୋଗ କରନ୍ତୁ। (1117, 1374, 1468, 1422)
page-footer (0, 2302, 1477, 2339)
malkangiri-signatures: ଅଧ୍ୟକ୍ଷ ପୌରପରିଷଦ, ମାଲକାନଗିରି ସ୍ୱା./- କାର୍ଯ୍ୟ ନିର୍ବାହୀ ଅଧିକାରୀ ପୌରପରିଷଦ, ମାଲକାନଗିରି (184, 2062, 543, 2090)
registration-cell: OD05BM5727 / SLT6CM289227 / MBUZT54ADM0298055 (912, 1414, 1053, 1502)
iob-title: ଗାଡି ନିଲାମ ବିକ୍ରୟ ବିଜ୍ଞପ୍ତି (971, 1202, 1101, 1261)
lead-headline: ସେବାଶ୍ରମ ଅନ୍ତେବାସୀ ଅସୁରକ୍ଷିତ: ପ୍ରଦୀପ ମାଝୀ (6, 102, 829, 157)
teachers-dateline: କୋରାପୁଟ,୨୯।୧୧ (ଅମିତାଭ ବେହେରା) (1117, 139, 1198, 166)
footer-gray-block (1375, 2320, 1405, 2339)
row-value: 06546-270485 (1299, 1893, 1471, 1906)
paddy-col-3 (370, 1447, 550, 1545)
teachers-column (1100, 100, 1472, 870)
stockyard-cell: ଷ୍ଟକ୍‌ୟାର୍ଡ- ପଦ୍ମା ଷ୍ଟକୟାର୍ଡ, ଦଖରା, ଓଡ଼ିଶା, (559, 1883, 1101, 1907)
column-header: ସଂରକ୍ଷିତ ମୂଲ୍ୟ (1053, 1367, 1100, 1414)
table-row (1115, 1893, 1471, 1906)
footer-code: ୧୨ (1446, 2302, 1455, 2311)
mcl-title: ବିଜ୍ଞପ୍ତି (1267, 936, 1318, 957)
divider (1415, 5, 1417, 80)
malkangiri-items (184, 1746, 543, 1995)
eco-craft-body-text (365, 1182, 545, 1380)
row-number: 4 (1115, 1676, 1139, 1689)
table-row (1115, 1834, 1471, 1847)
row-label: Help line No. of Procurement Cell (1139, 1893, 1299, 1906)
branch-cell: ଚନ୍ଦ୍ରଶେଖରପୁର ଶାଖା / ୯୦୪୦୦୦୭୪୩୪ (559, 1541, 655, 1629)
eco-craft-body-text (175, 1182, 355, 1380)
section-title: ଦକ୍ଷିଣ ଓଡ଼ିଶା (1163, 9, 1405, 67)
borrower-cell: ଶ୍ରୀ ବିଷ୍ଣୁ ଚରଣ ପରିଡା ୩୦୫୦୦୩୫୨୦୦୦୦୦୦୧ (654, 1668, 761, 1756)
column-header: ପଞ୍ଜିକୃତ ନମ୍ବର / ଇଞ୍ଜିନ୍ ନଂ. / ଚେଚିସ୍ ନଂ. (912, 1367, 1053, 1414)
iob-footer: ସ୍ଥାନ : ଭୁବନେଶ୍ୱର, ତା: ୨୯.୧୧.୨୦୨୫ ପ୍ରାଧିକୃତ ଅଧିକାରୀ, ଇଣ୍ଡିଆନ ଓଭରସିଜ ବ୍ୟାଙ୍କ (564, 2278, 1095, 2289)
press-meet-banner: PRESS MEET (296, 271, 406, 297)
branch-cell: ଚନ୍ଦ୍ରଶେଖରପୁର ଶାଖା / ୯୦୪୦୦୦୭୪୩୪ (559, 1414, 655, 1502)
paddy-body-text (370, 1465, 550, 1545)
